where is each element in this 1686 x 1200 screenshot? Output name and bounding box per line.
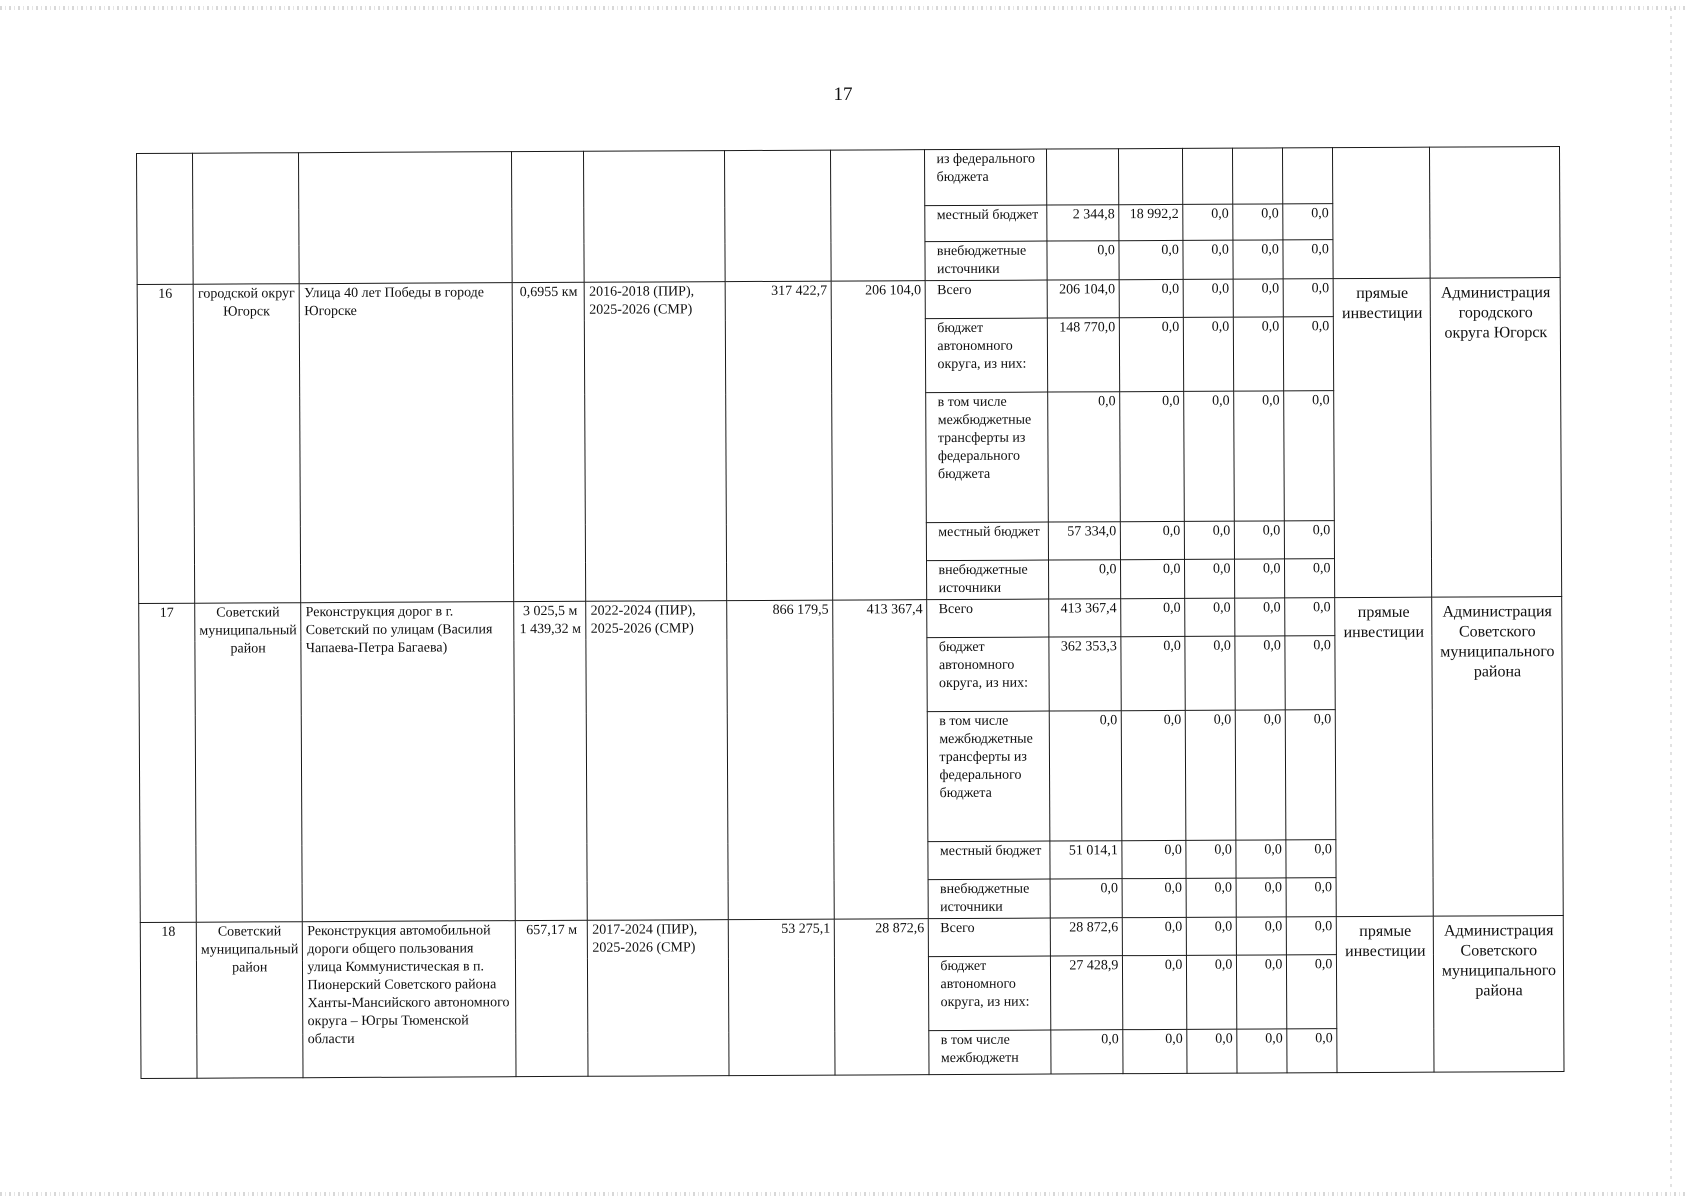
cell-value: 0,0 <box>1184 391 1235 521</box>
table-row <box>137 278 1561 323</box>
cell-value <box>1047 149 1119 205</box>
cell-years: 2022-2024 (ПИР), 2025-2026 (СМР) <box>586 601 729 921</box>
cell-executor <box>1430 147 1561 279</box>
cell-investment-form: прямые инвестиции <box>1335 597 1434 916</box>
cell-value: 0,0 <box>1233 240 1283 279</box>
cell-value: 0,0 <box>1285 559 1335 598</box>
cell-value: 0,0 <box>1187 955 1237 1029</box>
cell-capacity <box>512 151 585 282</box>
page-number: 17 <box>833 84 853 105</box>
cell-source-label: местный бюджет <box>927 522 1049 561</box>
cell-value: 0,0 <box>1286 710 1337 840</box>
cell-value: 0,0 <box>1123 955 1187 1029</box>
cell-value: 27 428,9 <box>1051 956 1123 1030</box>
cell-value: 0,0 <box>1183 204 1233 240</box>
cell-source-label: внебюджетные источники <box>928 879 1050 919</box>
cell-source-label: Всего <box>926 280 1048 319</box>
cell-value: 0,0 <box>1184 317 1234 391</box>
cell-value: 0,0 <box>1119 240 1183 279</box>
cell-value: 0,0 <box>1123 917 1187 955</box>
cell-value: 0,0 <box>1236 840 1286 878</box>
cell-value <box>1119 148 1183 204</box>
cell-value: 0,0 <box>1186 710 1237 840</box>
cell-value: 0,0 <box>1184 279 1234 317</box>
cell-executor: Администрация городского округа Югорск <box>1431 278 1563 598</box>
cell-remaining-cost: 28 872,6 <box>835 919 930 1075</box>
cell-value: 0,0 <box>1120 391 1185 521</box>
cell-source-label: из федерального бюджета <box>925 149 1047 206</box>
table-row <box>139 597 1563 642</box>
cell-value: 0,0 <box>1234 317 1284 391</box>
cell-value: 0,0 <box>1285 521 1335 559</box>
cell-source-label: Всего <box>927 599 1049 638</box>
cell-value: 0,0 <box>1121 521 1185 559</box>
cell-value: 362 353,3 <box>1049 637 1121 711</box>
cell-value: 0,0 <box>1048 392 1121 522</box>
cell-value: 0,0 <box>1234 279 1284 317</box>
cell-executor: Администрация Советского муниципального района <box>1432 597 1564 917</box>
cell-value: 57 334,0 <box>1049 522 1121 560</box>
cell-object-name: Реконструкция автомобильной дороги общего пользования улица Коммунистическая в п. Пионерский Советского района Ханты-Мансийского автономного округа – Югры Тюменской области <box>303 921 517 1078</box>
cell-value: 0,0 <box>1185 636 1235 710</box>
cell-value: 0,0 <box>1050 879 1122 918</box>
cell-estimated-cost: 53 275,1 <box>729 919 836 1076</box>
cell-value: 0,0 <box>1234 391 1285 521</box>
cell-source-label: в том числе межбюджетные трансферты из федерального бюджета <box>928 711 1051 842</box>
investment-table <box>136 146 1565 1079</box>
cell-value: 0,0 <box>1051 1030 1123 1074</box>
cell-source-label: бюджет автономного округа, из них: <box>927 637 1049 712</box>
cell-capacity: 657,17 м <box>516 920 589 1076</box>
cell-value: 0,0 <box>1047 241 1119 280</box>
cell-source-label: внебюджетные источники <box>927 560 1049 600</box>
cell-value: 0,0 <box>1236 710 1287 840</box>
cell-value: 0,0 <box>1236 878 1286 917</box>
cell-value: 0,0 <box>1237 955 1287 1029</box>
cell-value <box>1183 148 1233 204</box>
cell-investment-form: прямые инвестиции <box>1337 916 1435 1072</box>
cell-value: 0,0 <box>1283 204 1333 240</box>
table-row <box>137 147 1561 210</box>
cell-value: 0,0 <box>1121 559 1185 598</box>
cell-value: 0,0 <box>1284 391 1335 521</box>
cell-value: 0,0 <box>1122 710 1187 840</box>
cell-value: 0,0 <box>1286 878 1336 917</box>
cell-value: 0,0 <box>1285 636 1335 710</box>
cell-source-label: бюджет автономного округа, из них: <box>929 956 1051 1031</box>
cell-value: 0,0 <box>1123 1029 1187 1073</box>
cell-estimated-cost: 317 422,7 <box>726 281 834 601</box>
cell-value: 0,0 <box>1286 840 1336 878</box>
cell-value: 0,0 <box>1122 878 1186 917</box>
cell-value: 0,0 <box>1287 917 1337 955</box>
cell-value: 0,0 <box>1233 204 1283 240</box>
cell-value: 0,0 <box>1121 598 1185 636</box>
scan-edge-right <box>1670 8 1672 1188</box>
cell-num: 17 <box>139 603 197 922</box>
cell-years <box>584 151 726 283</box>
cell-value <box>1283 148 1333 204</box>
cell-value: 0,0 <box>1121 636 1185 710</box>
cell-source-label: в том числе межбюджетные трансферты из федерального бюджета <box>926 392 1049 523</box>
cell-executor: Администрация Советского муниципального района <box>1434 916 1565 1073</box>
cell-investment-form: прямые инвестиции <box>1334 278 1433 597</box>
cell-value: 18 992,2 <box>1119 204 1183 240</box>
cell-source-label: бюджет автономного округа, из них: <box>926 318 1048 393</box>
cell-municipality <box>193 153 300 285</box>
cell-object-name: Реконструкция дорог в г. Советский по улицам (Василия Чапаева-Петра Багаева) <box>301 602 516 922</box>
cell-object-name: Улица 40 лет Победы в городе Югорске <box>300 283 515 603</box>
cell-value: 413 367,4 <box>1049 599 1121 637</box>
cell-object-name <box>299 152 513 284</box>
cell-value: 2 344,8 <box>1047 205 1119 241</box>
cell-remaining-cost: 413 367,4 <box>833 600 929 919</box>
cell-years: 2017-2024 (ПИР), 2025-2026 (СМР) <box>588 920 730 1077</box>
cell-value: 0,0 <box>1120 279 1184 317</box>
cell-value <box>1233 148 1283 204</box>
cell-source-label: Всего <box>929 918 1051 957</box>
cell-municipality: городской округ Югорск <box>193 284 301 604</box>
scan-edge-top <box>0 6 1686 10</box>
cell-value: 0,0 <box>1237 1029 1287 1073</box>
cell-municipality: Советский муниципальный район <box>195 603 303 923</box>
table-row <box>140 916 1564 961</box>
cell-remaining-cost: 206 104,0 <box>832 281 928 600</box>
cell-value: 0,0 <box>1049 560 1121 599</box>
cell-value: 0,0 <box>1050 711 1123 841</box>
cell-value: 0,0 <box>1187 917 1237 955</box>
cell-value: 0,0 <box>1284 279 1334 317</box>
cell-value: 0,0 <box>1235 559 1285 598</box>
cell-value: 0,0 <box>1235 636 1285 710</box>
cell-value: 0,0 <box>1185 598 1235 636</box>
table-body <box>137 147 1565 1079</box>
cell-investment-form <box>1333 147 1431 278</box>
cell-value: 0,0 <box>1283 240 1333 279</box>
cell-value: 206 104,0 <box>1048 280 1120 318</box>
cell-num <box>137 153 194 284</box>
cell-value: 0,0 <box>1284 317 1334 391</box>
cell-source-label: местный бюджет <box>925 205 1047 242</box>
cell-source-label: местный бюджет <box>928 841 1050 880</box>
scan-edge-bottom <box>0 1192 1686 1196</box>
cell-value: 0,0 <box>1120 317 1184 391</box>
cell-estimated-cost: 866 179,5 <box>727 600 835 920</box>
cell-value: 0,0 <box>1287 955 1337 1029</box>
cell-value: 148 770,0 <box>1048 318 1120 392</box>
cell-num: 16 <box>137 284 195 603</box>
cell-remaining-cost <box>831 150 926 281</box>
cell-municipality: Советский муниципальный район <box>196 922 303 1079</box>
cell-num: 18 <box>140 922 197 1078</box>
cell-capacity: 3 025,5 м 1 439,32 м <box>514 601 588 920</box>
cell-value: 0,0 <box>1185 559 1235 598</box>
cell-value: 0,0 <box>1237 917 1287 955</box>
cell-estimated-cost <box>725 150 832 282</box>
cell-value: 0,0 <box>1235 521 1285 559</box>
cell-value: 0,0 <box>1186 878 1236 917</box>
cell-value: 0,0 <box>1122 840 1186 878</box>
cell-value: 0,0 <box>1185 521 1235 559</box>
cell-value: 0,0 <box>1187 1029 1237 1073</box>
cell-value: 0,0 <box>1285 598 1335 636</box>
cell-years: 2016-2018 (ПИР), 2025-2026 (СМР) <box>585 282 728 602</box>
cell-source-label: внебюджетные источники <box>925 241 1047 281</box>
cell-value: 0,0 <box>1235 598 1285 636</box>
cell-value: 51 014,1 <box>1050 841 1122 879</box>
investment-table-sheet <box>136 146 1565 1079</box>
cell-value: 0,0 <box>1287 1029 1337 1073</box>
cell-value: 0,0 <box>1186 840 1236 878</box>
cell-value: 0,0 <box>1183 240 1233 279</box>
cell-source-label: в том числе межбюджетн <box>929 1030 1051 1075</box>
cell-value: 28 872,6 <box>1051 918 1123 956</box>
cell-capacity: 0,6955 км <box>513 282 587 601</box>
